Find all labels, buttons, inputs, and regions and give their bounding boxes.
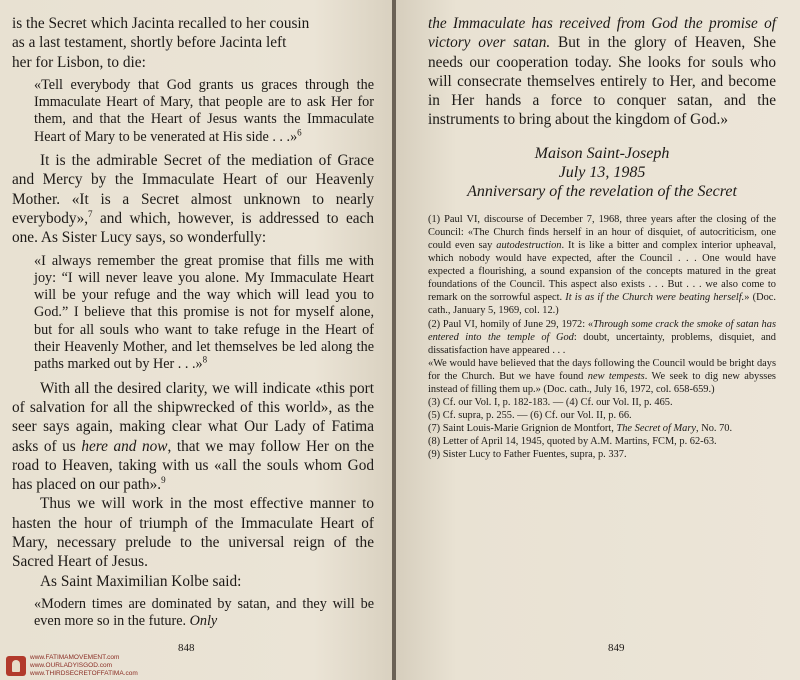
footnote: (3) Cf. our Vol. I, p. 182-183. — (4) Cf. our Vol. II, p. 465. (428, 397, 673, 409)
footnote: (8) Letter of April 14, 1945, quoted by A.M. Martins, FCM, p. 62-63. (428, 436, 717, 448)
footnote: (2) Paul VI, homily of June 29, 1972: «Through some crack the smoke of satan has entered into the temple of God: doubt, uncertainty, problems, disquiet, and dissatisfaction have appeared . . . (428, 318, 776, 356)
signature-place: Maison Saint-Joseph (534, 144, 670, 162)
page-number: 848 (178, 642, 195, 654)
footnote: «We would have believed that the days following the Council would be bright days for the Church. But we have found new tempests. We seek to dig new abysses instead of filling them up.» (Doc. cath., July 16, 1972, col. 658-659.) (428, 357, 776, 395)
signature-occasion: Anniversary of the revelation of the Secret (467, 182, 737, 200)
quote-jacinta: «Tell everybody that God grants us graces through the Immaculate Heart of Mary, that people are to ask Her for them, and that the Heart of Jesus wants the Immaculate Heart of Mary to be venerated at His side . . .»$^6$ (34, 76, 374, 145)
left-page (0, 0, 392, 680)
shield-logo-icon (6, 656, 26, 676)
footnote-ref: 6 (297, 127, 302, 138)
footnote-ref: 8 (202, 354, 208, 365)
quote-kolbe: «Modern times are dominated by satan, and they will be even more so in the future. Only (34, 595, 374, 630)
watermark: www.FATIMAMOVEMENT.com www.OURLADYISGOD.com www.THIRDSECRETOFFATIMA.com (30, 654, 138, 677)
footnote-ref: 9 (161, 475, 166, 486)
footnote: (7) Saint Louis-Marie Grignion de Montfort, The Secret of Mary, No. 70. (428, 423, 733, 435)
paragraph: the Immaculate has received from God the promise of victory over satan. But in the glory of Heaven, She needs our cooperation today. She looks for souls who will consecrate themselves entirely to Her, and become in Her hands a force to conquer satan, and the instruments to bring about the kingdom of God.» (428, 15, 776, 129)
page-number: 849 (608, 642, 625, 654)
footnote: (1) Paul VI, discourse of December 7, 1968, three years after the closing of the Council: «The Church finds herself in an hour of disquiet, of autocriticism, one could even say autodestruction. It is like a bitter and complex interior upheaval, which nobody would have expected, after the Council . . . One would have expected a flourishing, a sound expansion of the concepts matured in the great foundations of the Council. This aspect also exists . . . But . . . we also come to remark on the sorrowful aspect. It is as if the Church were beating herself.» (Doc. cath., January 5, 1969, col. 12.) (428, 213, 777, 317)
signature-date: July 13, 1985 (558, 163, 646, 181)
footnotes (428, 213, 776, 462)
footnote: (9) Sister Lucy to Father Fuentes, supra, p. 337. (428, 449, 627, 461)
paragraph: Thus we will work in the most effective manner to hasten the hour of triumph of the Immaculate Heart of Mary, necessary prelude to the universal reign of the Sacred Heart of Jesus. (12, 495, 374, 571)
paragraph: is the Secret which Jacinta recalled to her cousin as a last testament, shortly before Jacinta left her for Lisbon, to die: (12, 15, 310, 71)
footnote-ref: 7 (88, 208, 93, 219)
footnote: (5) Cf. supra, p. 255. — (6) Cf. our Vol. II, p. 66. (428, 410, 632, 422)
right-page (396, 0, 800, 680)
paragraph: As Saint Maximilian Kolbe said: (40, 572, 242, 590)
paragraph: With all the desired clarity, we will indicate «this port of salvation for all the shipwrecked of this world», as the seer says again, making clear what Our Lady of Fatima asks of us here and now, that we may follow Her on the road to Heaven, taking with us «all the souls whom God has placed on our path».$^9$ (12, 379, 374, 494)
paragraph: It is the admirable Secret of the mediation of Grace and Mercy by the Immaculate Heart of our Heavenly Mother. «It is a Secret almost unknown to nearly everybody»,$^7$ and which, however, is addressed to each one. As Sister Lucy says, so wonderfully: (12, 152, 374, 247)
quote-sister-lucy: «I always remember the great promise that fills me with joy: “I will never leave you alone. My Immaculate Heart will be your refuge and the way which will lead you to God.” I believe that this promise is not for myself alone, but for all souls who want to take refuge in the Heart of their Heavenly Mother, and let themselves be led along the paths marked out by Her . . .»$^8$ (34, 252, 374, 373)
